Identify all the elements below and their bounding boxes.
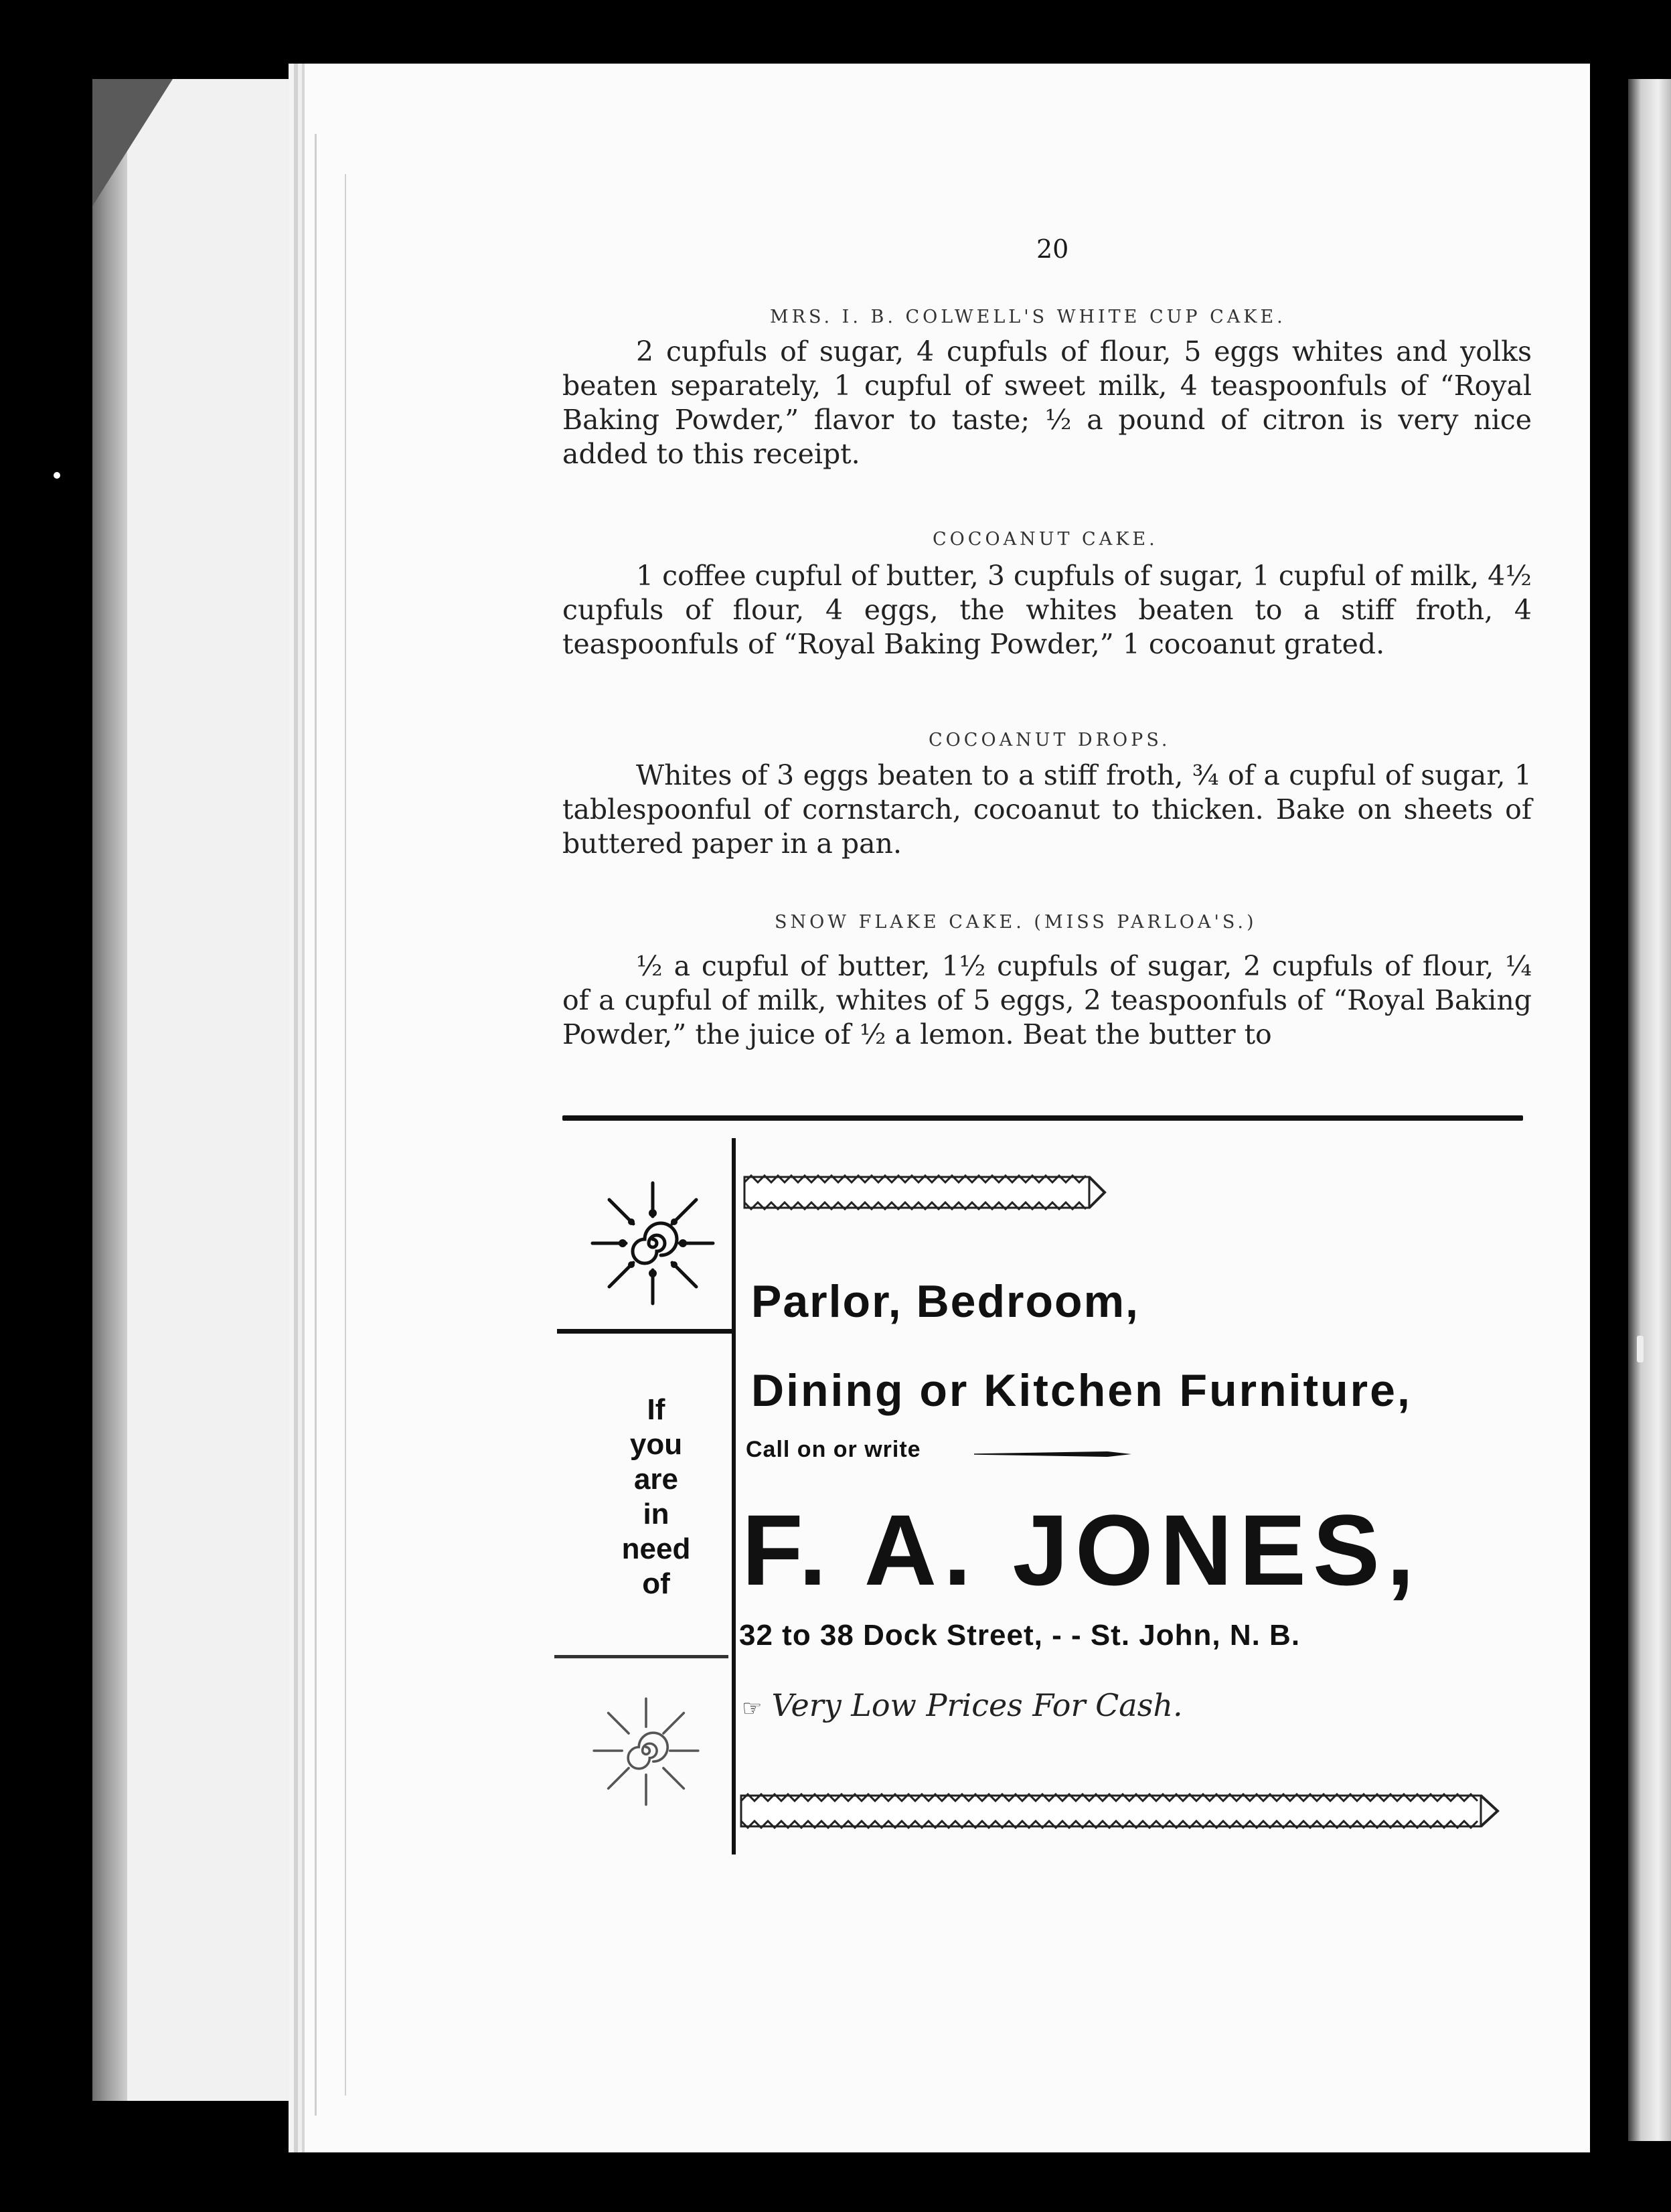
ad-prices-line [742,1687,1183,1723]
ad-left-column [589,1393,723,1601]
section-divider [562,1115,1523,1121]
recipe-body: Whites of 3 eggs beaten to a stiff froth, ¾ of a cupful of sugar, 1 tablespoonful of cornstarch, cocoanut to thicken. Bake on sheets of buttered paper in a pan. [562,759,1532,860]
board-shadow [92,79,127,2101]
page-edge-line [315,134,317,2116]
ad-left-word: of [642,1567,670,1600]
ad-left-word: are [633,1463,679,1496]
ad-prices-text: Very Low Prices For Cash. [771,1687,1183,1723]
recipe-title: MRS. I. B. COLWELL'S WHITE CUP CAKE. [770,307,1286,327]
ad-left-word: If [647,1393,665,1426]
right-page-edge [1628,79,1671,2141]
ad-left-word: need [621,1532,691,1565]
page-edge-line [345,174,346,2096]
ad-headline: Dining or Kitchen Furniture, [751,1365,1412,1416]
ad-merchant-name: F. A. JONES, [742,1494,1421,1606]
board-corner [92,79,173,206]
recipe-title: COCOANUT DROPS. [929,730,1171,750]
ad-left-separator [554,1655,728,1658]
recipe-body: 2 cupfuls of sugar, 4 cupfuls of flour, 5 eggs whites and yolks beaten separately, 1 cupful of sweet milk, 4 teaspoonfuls of “Royal Baking Powder,” flavor to taste; ½ a pound of citron is very nice added to this receipt. [562,335,1532,470]
ad-headline: Parlor, Bedroom, [751,1276,1139,1327]
pointing-hand-icon: ☞ [742,1695,763,1722]
zigzag-border [743,1173,1108,1212]
ad-left-word: in [643,1498,669,1530]
page-number: 20 [1036,234,1069,264]
sun-spiral-icon [589,1180,716,1307]
recipe-body: 1 coffee cupful of butter, 3 cupfuls of sugar, 1 cupful of milk, 4½ cupfuls of flour, 4 eggs, the whites beaten to a stiff froth, 4 teaspoonfuls of “Royal Baking Powder,” 1 cocoanut grated. [562,560,1532,660]
ad-vertical-divider [732,1138,736,1854]
sun-spiral-icon [589,1687,703,1814]
zigzag-border [740,1792,1502,1830]
dust-speck [54,472,60,479]
ad-call-text: Call on or write [746,1437,921,1462]
dust-speck [1637,1336,1644,1362]
ad-address: 32 to 38 Dock Street, - - St. John, N. B. [739,1619,1301,1652]
recipe-title: SNOW FLAKE CAKE. (MISS PARLOA'S.) [775,912,1257,933]
ad-left-separator [557,1329,734,1334]
recipe-title: COCOANUT CAKE. [933,529,1158,550]
recipe-body: ½ a cupful of butter, 1½ cupfuls of sugar, 2 cupfuls of flour, ¼ of a cupful of milk, whites of 5 eggs, 2 teaspoonfuls of “Royal Baking Powder,” the juice of ½ a lemon. Beat the butter to [562,950,1532,1050]
ad-left-word: you [629,1428,683,1461]
